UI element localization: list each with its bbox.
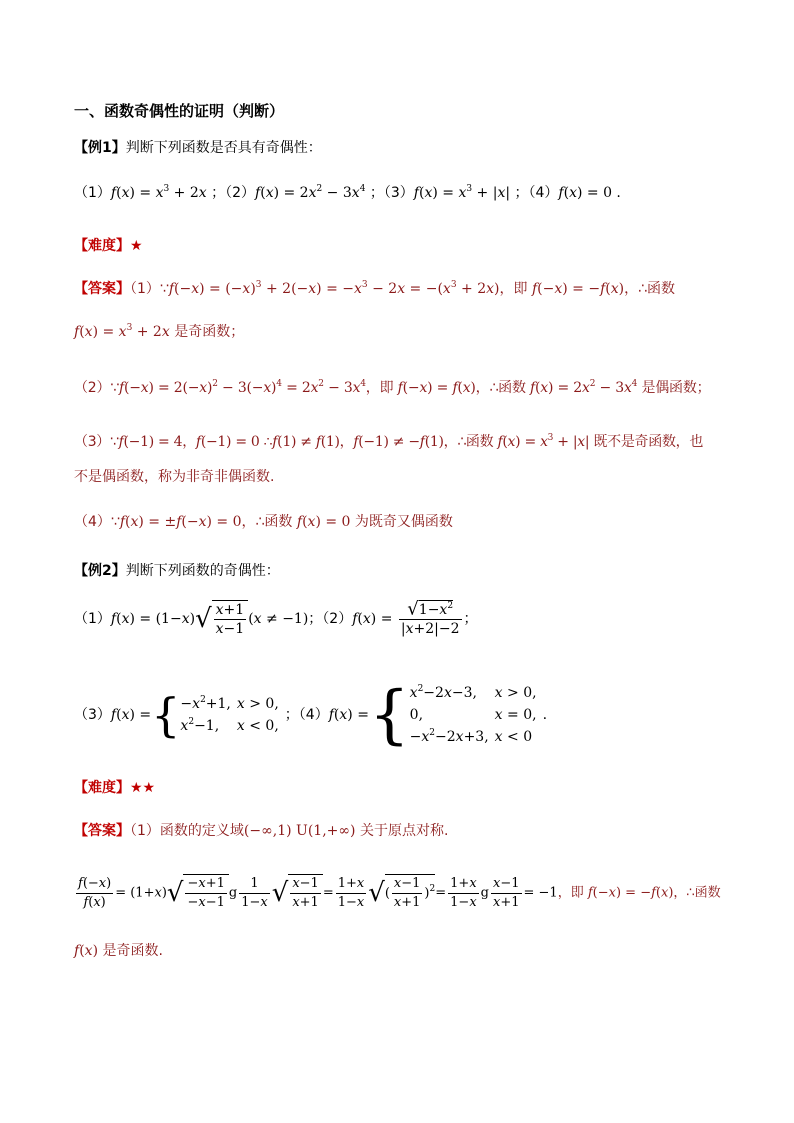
difficulty-label: 【难度】 <box>74 238 130 254</box>
example-1-prompt <box>74 138 322 158</box>
example-1-answer-3-line-1: （3）∵f(−1) = 4，f(−1) = 0 ∴f(1) ≠ f(1)，f(−1) ≠ −f(1)，∴函数 $f(x) = x^3 + |x|$ 既不是奇函数，也 <box>74 433 704 450</box>
example-2-difficulty <box>74 778 155 798</box>
star-icon: ★ <box>130 238 143 254</box>
example-1-answer-2: （2）∵f(−x) = $2(-x)^2 - 3(-x)^4 = 2x^2 - 3x^4$，即 f(−x) = f(x)，∴函数 $f(x) = 2x^2 - 3x^4$ 是偶函数； <box>74 379 711 396</box>
example-1-answer-3-line-2: 不是偶函数，称为非奇非偶函数. <box>74 469 275 485</box>
section-title: 一、函数奇偶性的证明（判断） <box>74 102 285 120</box>
example-2-items-3-4: （3）f(x) ={ $-x^2+1$, x > 0, $x^2-1$, x < 0,；（4）f(x) ={ $x^2-2x-3$, x > 0, 0, x = 0, $-x^2-2x+3$, x < 0. <box>74 678 548 752</box>
example-2-answer-line-3: f(x) 是奇函数. <box>74 943 163 959</box>
example-2-prompt <box>74 561 280 581</box>
example-2-items-1-2: （1）f(x) = (1−x)√ $\frac{x+1}{x-1}$ (x ≠ −1)；（2）f(x) = $\frac{√1-x^2}{|x+2|-2}$ ； <box>74 598 478 637</box>
star-icon-2: ★★ <box>130 780 156 796</box>
example-1-items: $(1)f(x) = x^3 + 2x$ ；$(2)f(x) = 2x^2 - 3x^4$ ；$(3)f(x) = x^3 + |x|$ ；（4）f(x) = 0 . <box>74 184 621 201</box>
example-1-answer-4: （4）∵f(x) = ±f(−x) = 0，∴函数 f(x) = 0 为既奇又偶函数 <box>74 514 453 530</box>
example-1-difficulty <box>74 236 143 256</box>
answer-label: 【答案】 <box>74 281 130 297</box>
example-2-answer-line-1: 【答案】（1）函数的定义域(−∞,1) U(1,+∞) 关于原点对称. <box>74 823 449 839</box>
example-2-text: 判断下列函数的奇偶性： <box>125 563 280 579</box>
example-1-answer-line-2: $f(x) = x^3 + 2x$ 是奇函数； <box>74 323 245 340</box>
answer-label-2: 【答案】 <box>74 823 130 839</box>
example-2-label: 【例2】 <box>74 563 126 579</box>
difficulty-label-2: 【难度】 <box>74 780 130 796</box>
example-1-label: 【例1】 <box>74 140 126 156</box>
example-2-answer-line-2: $\frac{f(-x)}{f(x)}$ = (1+x)√ $\frac{-x+1}{-x-1}$ g $\frac{1}{1-x}$ √ $\frac{x-1}{x+1}$ = $\frac{1+x}{1-x}$ √( $\frac{x-1}{x+1}$ )$^2$= $\frac{1+x}{1-x}$ g $\frac{x-1}{x+1}$ = −1，即 f(−x) = −f(x)，∴函数 <box>78 875 721 910</box>
example-1-answer-line-1: 【答案】（1）∵f(−x) = $(-x)^3 + 2(-x) = -x^3 - 2x = -(x^3 + 2x)$，即 f(−x) = −f(x)，∴函数 <box>74 280 676 297</box>
example-1-text: 判断下列函数是否具有奇偶性： <box>125 140 322 156</box>
